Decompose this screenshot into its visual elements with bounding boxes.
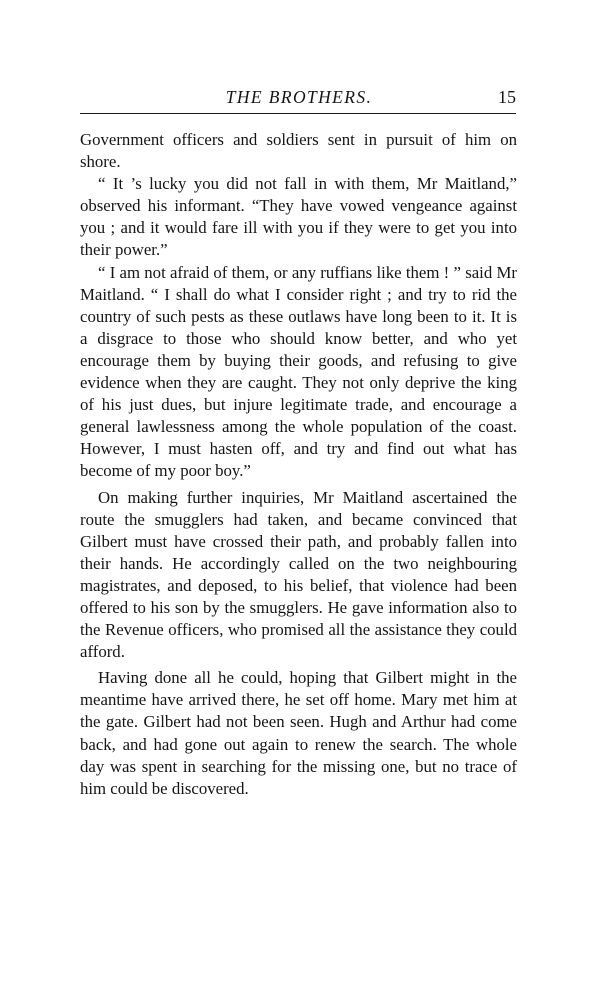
paragraph: Having done all he could, hoping that Gilbert might in the meantime have arrived there, he set off home. Mary met him at the gate. Gilbert had not been seen. Hugh and Arthur had come back, and had gone out again to renew the search. The whole day was spent in searching for the missing one, but no trace of him could be discovered. bbox=[80, 668, 517, 798]
paragraph: “ I am not afraid of them, or any ruffians like them ! ” said Mr Maitland. “ I shall do what I consider right ; and try to rid the country of such pests as these outlaws have long been to it. It is a disgrace to those who should know better, and who yet encourage them by buying their goods, and refusing to give evidence when they are caught. They not only deprive the king of his just dues, but injure legitimate trade, and encourage a general lawlessness among the whole population of the coast. However, I must hasten off, and try and find out what has become of my poor boy.” bbox=[80, 262, 517, 481]
page-number: 15 bbox=[498, 87, 516, 107]
running-title: THE BROTHERS. bbox=[225, 87, 373, 107]
page-header bbox=[80, 86, 518, 110]
paragraph: “ It ’s lucky you did not fall in with them, Mr Maitland,” observed his informant. “They have vowed vengeance against you ; and it would fare ill with you if they were to get you into their power.” bbox=[80, 174, 517, 260]
paragraph: On making further inquiries, Mr Maitland ascertained the route the smugglers had taken, and became convinced that Gilbert must have crossed their path, and probably fallen into their hands. He accordingly called on the two neighbouring magistrates, and deposed, to his belief, that violence had been offered to his son by the smugglers. He gave information also to the Revenue officers, who promised all the assistance they could afford. bbox=[80, 487, 517, 662]
header-rule bbox=[80, 113, 516, 114]
paragraph: Government officers and soldiers sent in pursuit of him on shore. bbox=[80, 130, 517, 172]
body-text bbox=[80, 129, 517, 800]
